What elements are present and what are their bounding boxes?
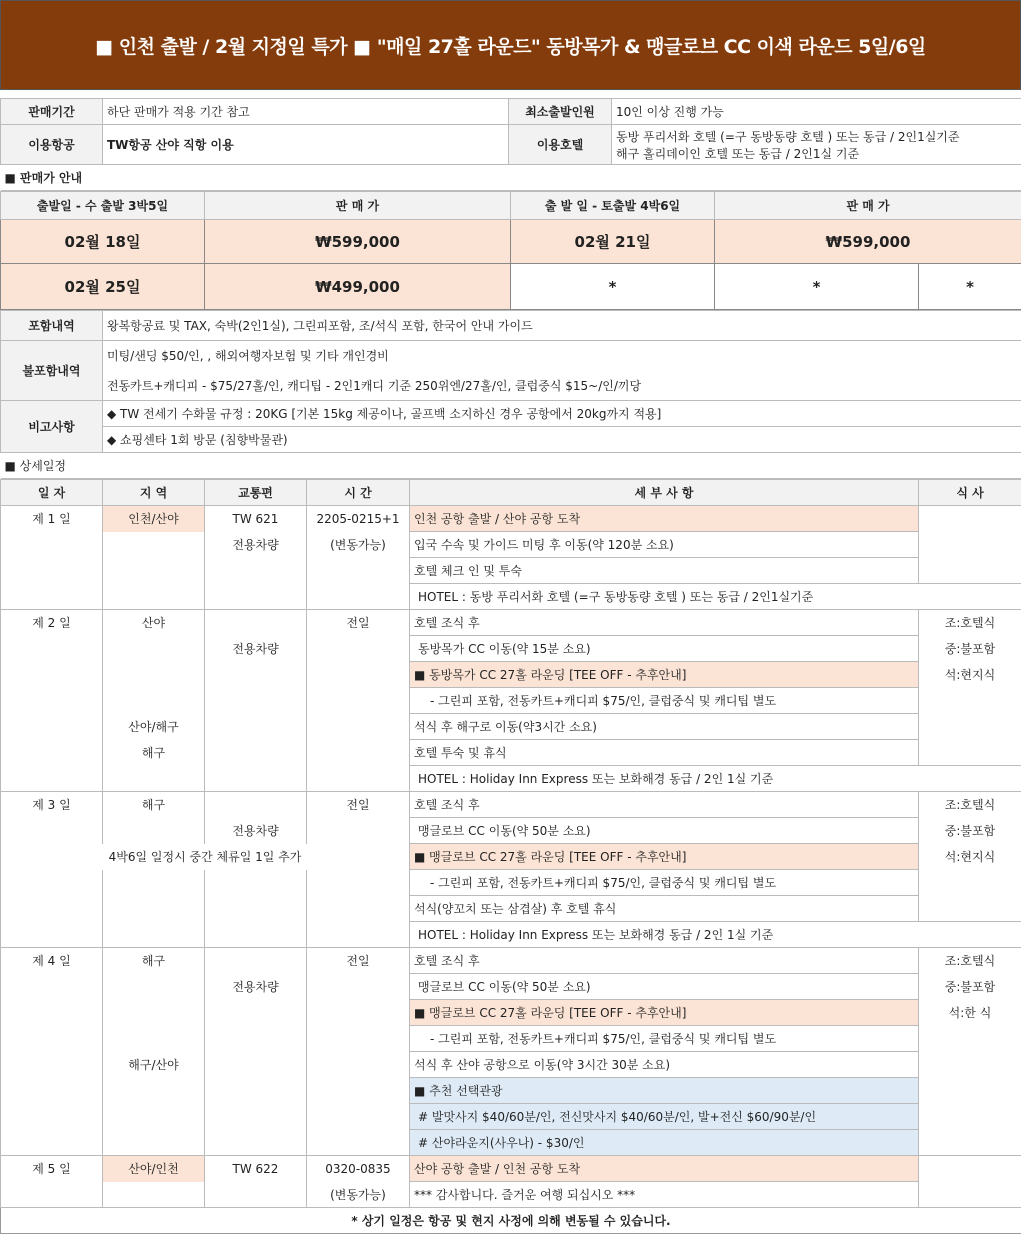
day3-line-1: 호텔 조식 후 <box>410 792 919 818</box>
day2-line-4: - 그린피 포함, 전동카트+캐디피 $75/인, 클럽중식 및 캐디팁 별도 <box>410 688 919 714</box>
day1-line-2: 입국 수속 및 가이드 미팅 후 이동(약 120분 소요) <box>410 532 919 558</box>
col-header-transport: 교통편 <box>205 480 307 506</box>
price-header-dep2: 출 발 일 - 토출발 4박6일 <box>511 192 715 220</box>
day4-line-5: 석식 후 산야 공항으로 이동(약 3시간 30분 소요) <box>410 1052 919 1078</box>
price-row2-price1: ₩499,000 <box>205 264 511 310</box>
day3-region: 해구 <box>103 792 205 818</box>
day3-meal-2: 중:불포함 <box>919 818 1021 844</box>
sales-period-value: 하단 판매가 적용 기간 참고 <box>103 99 509 125</box>
day5-meals <box>919 1156 1021 1208</box>
price-row2-empty1: * <box>511 264 715 310</box>
page-title: ■ 인천 출발 / 2월 지정일 특가 ■ "매일 27홀 라운드" 동방목가 & 맹글로브 CC 이색 라운드 5일/6일 <box>95 35 926 58</box>
day1-line-3: 호텔 체크 인 및 투숙 <box>410 558 919 584</box>
day1-line-1: 인천 공항 출발 / 산야 공항 도착 <box>410 506 919 532</box>
day4-meal-2: 중:불포함 <box>919 974 1021 1000</box>
day5-time-note: (변동가능) <box>307 1182 410 1208</box>
day1-label: 제 1 일 <box>1 506 103 532</box>
day4-region-2: 해구/산야 <box>103 1052 205 1078</box>
airline-label: 이용항공 <box>1 125 103 165</box>
schedule-footer-note: * 상기 일정은 항공 및 현지 사정에 의해 변동될 수 있습니다. <box>1 1208 1021 1234</box>
day4-label: 제 4 일 <box>1 948 103 974</box>
min-pax-label: 최소출발인원 <box>509 99 612 125</box>
day2-line-6: 호텔 투숙 및 휴식 <box>410 740 919 766</box>
price-table <box>0 191 1021 310</box>
price-row1-date1: 02월 18일 <box>1 220 205 264</box>
day1-hotel: HOTEL : 동방 푸리서화 호텔 (=구 동방동량 호텔 ) 또는 동급 / 2인1실기준 <box>410 584 1021 610</box>
excluded-line-2: 전동카트+캐디피 - $75/27홀/인, 캐디팁 - 2인1캐디 기준 250위엔/27홀/인, 클럽중식 $15~/인/끼당 <box>103 371 1021 401</box>
day4-time: 전일 <box>307 948 410 974</box>
page-title-banner <box>0 0 1021 90</box>
day1-meals <box>919 506 1021 584</box>
day4-line-4: - 그린피 포함, 전동카트+캐디피 $75/인, 클럽중식 및 캐디팁 별도 <box>410 1026 919 1052</box>
day2-meal-2: 중:불포함 <box>919 636 1021 662</box>
day3-extra-note: 4박6일 일정시 중간 체류일 1일 추가 <box>1 844 410 870</box>
day4-line-6: ■ 추천 선택관광 <box>410 1078 919 1104</box>
hotel-line-1: 동방 푸리서화 호텔 (=구 동방동량 호텔 ) 또는 동급 / 2인1실기준 <box>616 129 960 144</box>
schedule-section-title: ■ 상세일정 <box>1 453 1021 479</box>
day2-meal-3: 석:현지식 <box>919 662 1021 688</box>
price-row1-price2: ₩599,000 <box>715 220 1021 264</box>
min-pax-value: 10인 이상 진행 가능 <box>612 99 1021 125</box>
day2-line-3: ■ 동방목가 CC 27홀 라운딩 [TEE OFF - 추후안내] <box>410 662 919 688</box>
day5-line-2: *** 감사합니다. 즐거운 여행 되십시오 *** <box>410 1182 919 1208</box>
day1-time-note: (변동가능) <box>307 532 410 558</box>
col-header-details: 세 부 사 항 <box>410 480 919 506</box>
terms-table <box>0 310 1021 479</box>
day1-vehicle: 전용차량 <box>205 532 307 558</box>
day4-meal-1: 조:호텔식 <box>919 948 1021 974</box>
col-header-region: 지 역 <box>103 480 205 506</box>
day3-line-4: - 그린피 포함, 전동카트+캐디피 $75/인, 클럽중식 및 캐디팁 별도 <box>410 870 919 896</box>
day2-time: 전일 <box>307 610 410 636</box>
day3-line-5: 석식(양꼬치 또는 삼겹살) 후 호텔 휴식 <box>410 896 919 922</box>
day4-vehicle: 전용차량 <box>205 974 307 1000</box>
day3-hotel: HOTEL : Holiday Inn Express 또는 보화해경 동급 / 2인 1실 기준 <box>410 922 1021 948</box>
price-header-price2: 판 매 가 <box>715 192 1021 220</box>
excluded-line-1: 미팅/샌딩 $50/인, , 해외여행자보험 및 기타 개인경비 <box>103 341 1021 371</box>
day4-line-2: 맹글로브 CC 이동(약 50분 소요) <box>410 974 919 1000</box>
note-line-1: ◆ TW 전세기 수화물 규정 : 20KG [기본 15kg 제공이나, 골프백 소지하신 경우 공항에서 20kg까지 적용] <box>103 401 1021 427</box>
note-line-2: ◆ 쇼핑센타 1회 방문 (침향박물관) <box>103 427 1021 453</box>
col-header-meals: 식 사 <box>919 480 1021 506</box>
day3-line-2: 맹글로브 CC 이동(약 50분 소요) <box>410 818 919 844</box>
day4-region-1: 해구 <box>103 948 205 974</box>
schedule-table <box>0 479 1021 1234</box>
sales-period-label: 판매기간 <box>1 99 103 125</box>
price-row2-date1: 02월 25일 <box>1 264 205 310</box>
day5-label: 제 5 일 <box>1 1156 103 1182</box>
price-header-price1: 판 매 가 <box>205 192 511 220</box>
day2-meal-1: 조:호텔식 <box>919 610 1021 636</box>
day3-label: 제 3 일 <box>1 792 103 818</box>
day1-flight: TW 621 <box>205 506 307 532</box>
note-label: 비고사항 <box>1 401 103 453</box>
day3-line-3: ■ 맹글로브 CC 27홀 라운딩 [TEE OFF - 추후안내] <box>410 844 919 870</box>
day2-hotel: HOTEL : Holiday Inn Express 또는 보화해경 동급 / 2인 1실 기준 <box>410 766 1021 792</box>
price-row2-empty3: * <box>919 264 1021 310</box>
hotel-line-2: 해구 홀리데이인 호텔 또는 동급 / 2인1실 기준 <box>616 146 860 161</box>
day3-vehicle: 전용차량 <box>205 818 307 844</box>
day4-line-7: # 발맛사지 $40/60분/인, 전신맛사지 $40/60분/인, 발+전신 $60/90분/인 <box>410 1104 919 1130</box>
included-value: 왕복항공료 및 TAX, 숙박(2인1실), 그린피포함, 조/석식 포함, 한국어 안내 가이드 <box>103 311 1021 341</box>
airline-value: TW항공 산야 직항 이용 <box>103 125 509 165</box>
day5-flight: TW 622 <box>205 1156 307 1182</box>
day2-line-2: 동방목가 CC 이동(약 15분 소요) <box>410 636 919 662</box>
day3-time: 전일 <box>307 792 410 818</box>
info-table <box>0 98 1021 191</box>
day1-region: 인천/산야 <box>103 506 205 532</box>
day2-vehicle: 전용차량 <box>205 636 307 662</box>
hotel-value <box>612 125 1021 165</box>
day5-region: 산야/인천 <box>103 1156 205 1182</box>
day4-meal-3: 석:한 식 <box>919 1000 1021 1026</box>
day2-region-3: 해구 <box>103 740 205 766</box>
day2-label: 제 2 일 <box>1 610 103 636</box>
day2-region-1: 산야 <box>103 610 205 636</box>
price-header-dep1: 출발일 - 수 출발 3박5일 <box>1 192 205 220</box>
day3-meal-3: 석:현지식 <box>919 844 1021 870</box>
price-row2-empty2: * <box>715 264 919 310</box>
day5-line-1: 산야 공항 출발 / 인천 공항 도착 <box>410 1156 919 1182</box>
day2-region-2: 산야/해구 <box>103 714 205 740</box>
day4-line-8: # 산야라운지(사우나) - $30/인 <box>410 1130 919 1156</box>
col-header-day: 일 자 <box>1 480 103 506</box>
day3-meal-1: 조:호텔식 <box>919 792 1021 818</box>
hotel-label: 이용호텔 <box>509 125 612 165</box>
excluded-label: 불포함내역 <box>1 341 103 401</box>
price-row1-date2: 02월 21일 <box>511 220 715 264</box>
day1-time: 2205-0215+1 <box>307 506 410 532</box>
price-section-title: ■ 판매가 안내 <box>1 165 1021 191</box>
day4-line-3: ■ 맹글로브 CC 27홀 라운딩 [TEE OFF - 추후안내] <box>410 1000 919 1026</box>
day4-line-1: 호텔 조식 후 <box>410 948 919 974</box>
included-label: 포함내역 <box>1 311 103 341</box>
day5-time: 0320-0835 <box>307 1156 410 1182</box>
price-row1-price1: ₩599,000 <box>205 220 511 264</box>
day2-line-1: 호텔 조식 후 <box>410 610 919 636</box>
day2-line-5: 석식 후 해구로 이동(약3시간 소요) <box>410 714 919 740</box>
col-header-time: 시 간 <box>307 480 410 506</box>
